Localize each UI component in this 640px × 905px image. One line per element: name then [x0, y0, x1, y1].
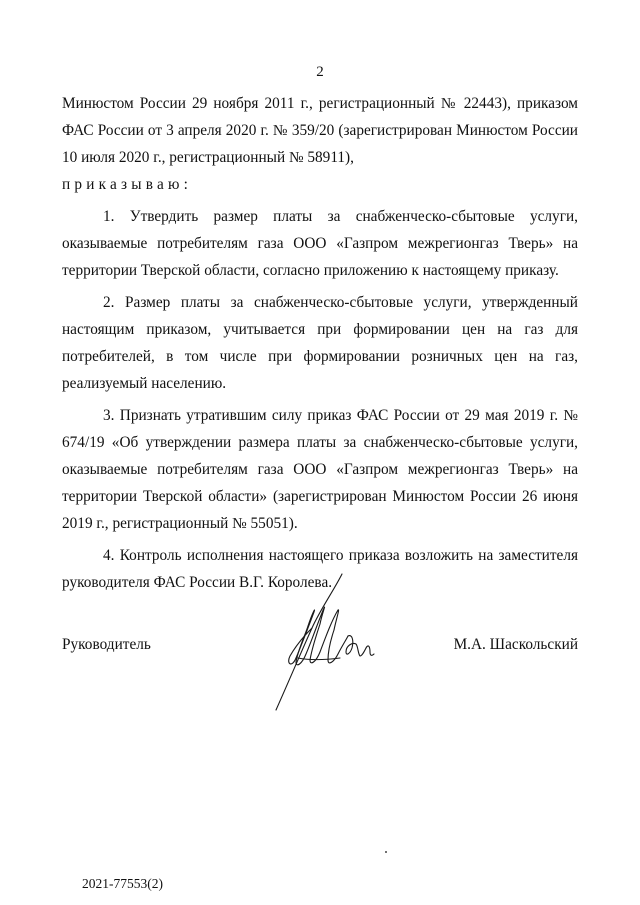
order-item-1: 1. Утвердить размер платы за снабженческо-сбытовые услуги, оказываемые потребителям газа ООО «Газпром межрегионгаз Тверь» на территории Тверской области, согласно приложению к настоящему приказу. [62, 208, 578, 279]
signatory-role: Руководитель [62, 636, 151, 653]
handwritten-signature [268, 570, 380, 716]
intro-paragraph: Минюстом России 29 ноября 2011 г., регистрационный № 22443), приказом ФАС России от 3 апреля 2020 г. № 359/20 (зарегистрирован Минюстом России 10 июля 2020 г., регистрационный № 58911), [62, 95, 578, 166]
scan-dot [385, 851, 387, 853]
order-body [62, 90, 578, 596]
order-item-4: 4. Контроль исполнения настоящего приказа возложить на заместителя руководителя ФАС России В.Г. Королева. [62, 547, 578, 591]
signatory-name: М.А. Шаскольский [453, 636, 578, 653]
order-word: приказываю: [62, 176, 193, 193]
order-item-2: 2. Размер платы за снабженческо-сбытовые услуги, утвержденный настоящим приказом, учитывается при формировании цен на газ для потребителей, в том числе при формировании розничных цен на газ, реализуемый населению. [62, 294, 578, 392]
document-code: 2021-77553(2) [82, 876, 163, 891]
page-number: 2 [316, 64, 324, 80]
order-item-3: 3. Признать утратившим силу приказ ФАС России от 29 мая 2019 г. № 674/19 «Об утверждении размера платы за снабженческо-сбытовые услуги, оказываемые потребителям газа ООО «Газпром межрегионгаз Тверь» на территории Тверской области» (зарегистрирован Минюстом России 26 июня 2019 г., регистрационный № 55051). [62, 407, 578, 532]
